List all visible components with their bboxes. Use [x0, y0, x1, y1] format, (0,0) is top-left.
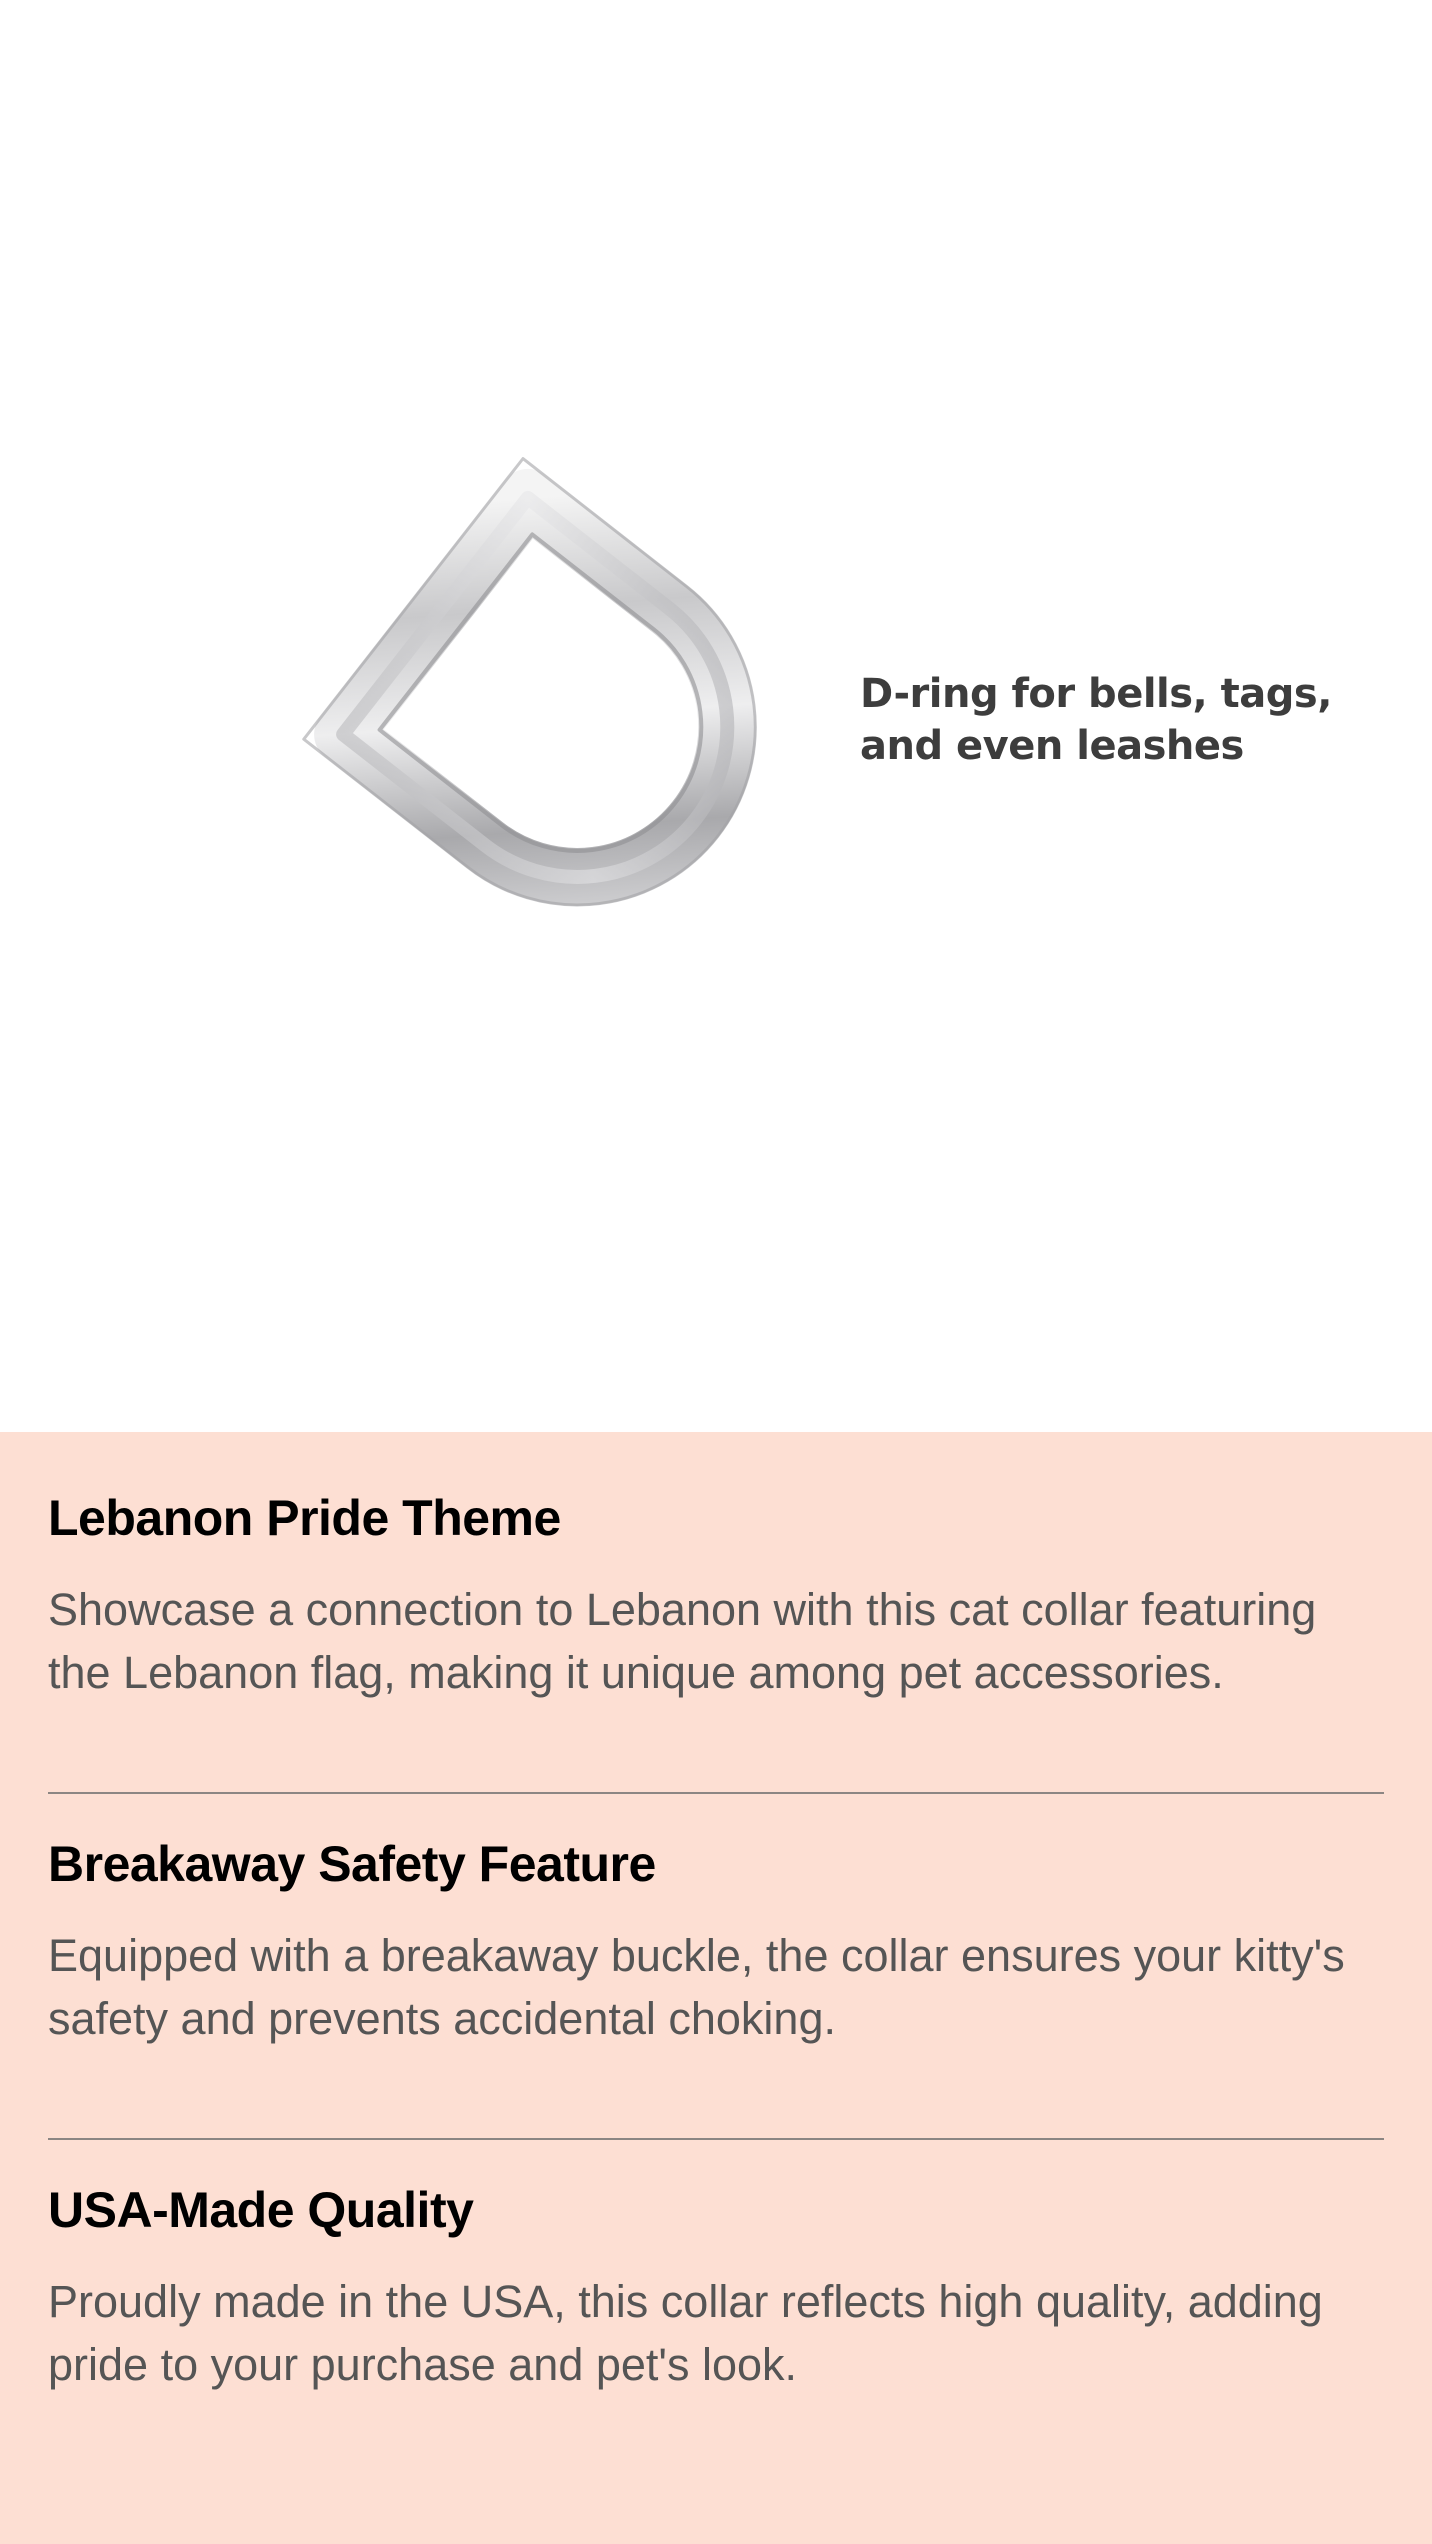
feature-item-usa-made [48, 2180, 1384, 2396]
feature-title: Lebanon Pride Theme [48, 1490, 561, 1546]
feature-divider [48, 2138, 1384, 2140]
feature-description: Proudly made in the USA, this collar reflects high quality, adding pride to your purchase and pet's look. [48, 2276, 1323, 2390]
feature-item-lebanon-pride [48, 1488, 1384, 1704]
feature-description: Showcase a connection to Lebanon with this cat collar featuring the Lebanon flag, making it unique among pet accessories. [48, 1584, 1317, 1698]
feature-title: Breakaway Safety Feature [48, 1836, 656, 1892]
feature-divider [48, 1792, 1384, 1794]
feature-title: USA-Made Quality [48, 2182, 474, 2238]
d-ring-caption [860, 668, 1360, 772]
feature-description: Equipped with a breakaway buckle, the collar ensures your kitty's safety and prevents accidental choking. [48, 1930, 1345, 2044]
caption-line-1: D-ring for bells, tags, [860, 671, 1332, 717]
d-ring-icon [260, 430, 800, 950]
feature-item-breakaway-safety [48, 1834, 1384, 2050]
caption-line-2: and even leashes [860, 723, 1244, 769]
feature-list [0, 1432, 1432, 2544]
